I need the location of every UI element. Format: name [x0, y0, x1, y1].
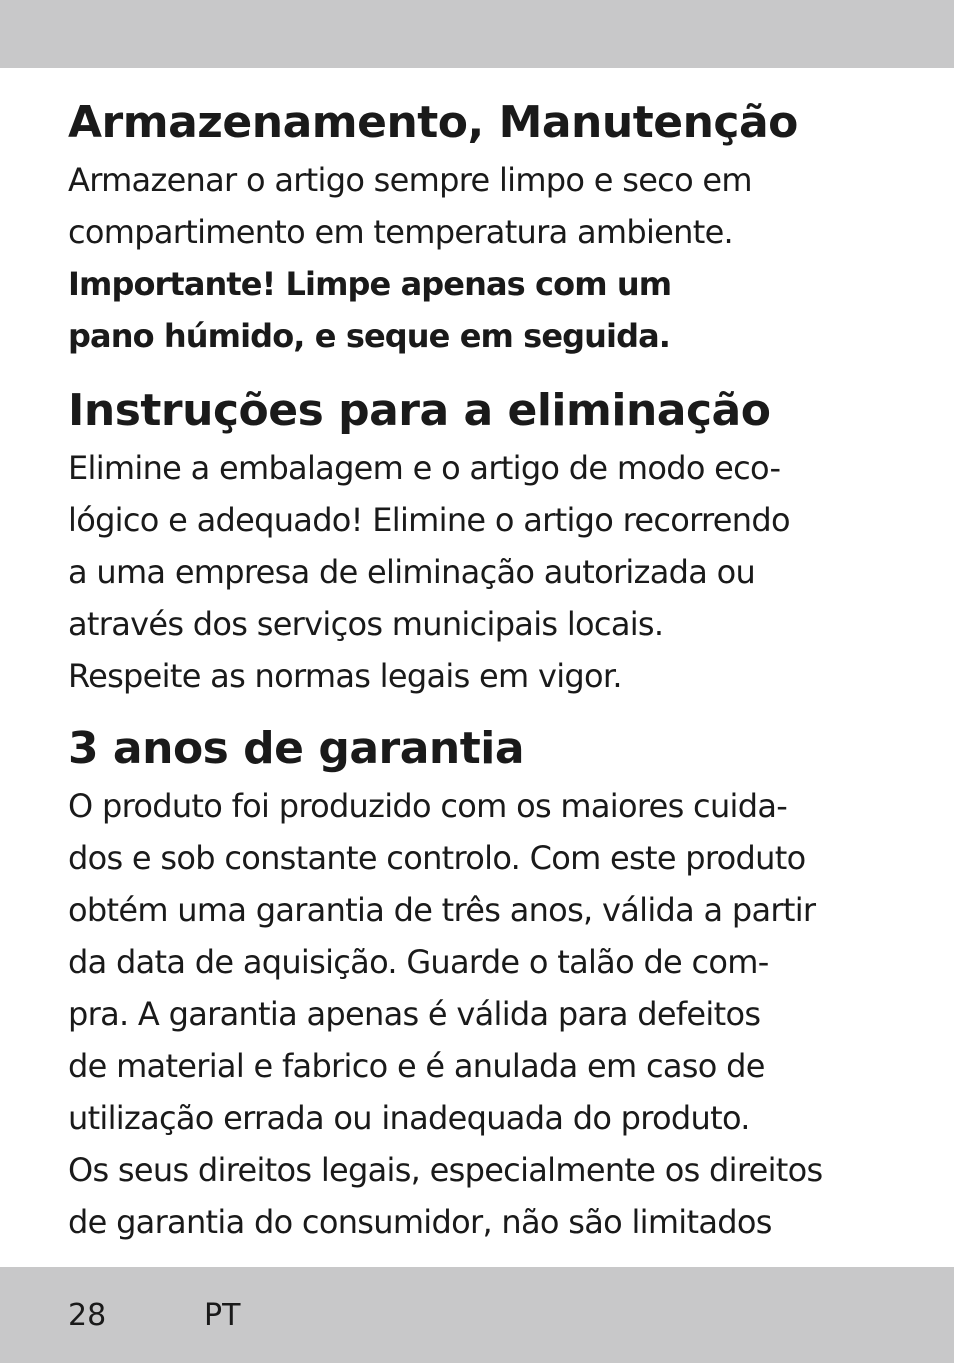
section-disposal [68, 380, 928, 702]
section-title: Instruções para a eliminação [68, 385, 771, 436]
section-title: Armazenamento, Manutenção [68, 97, 798, 148]
text-line: da data de aquisição. Guarde o talão de com- [68, 943, 769, 981]
text-line: através dos serviços municipais locais. [68, 605, 664, 643]
text-line: O produto foi produzido com os maiores cuida- [68, 787, 788, 825]
page-content [68, 92, 928, 1248]
text-line: a uma empresa de eliminação autorizada ou [68, 553, 756, 591]
section-storage-maintenance [68, 92, 928, 362]
section-warranty [68, 718, 928, 1248]
header-band [0, 0, 954, 68]
text-line: pra. A garantia apenas é válida para defeitos [68, 995, 761, 1033]
text-line: compartimento em temperatura ambiente. [68, 213, 734, 251]
text-line: dos e sob constante controlo. Com este produto [68, 839, 806, 877]
important-note [68, 258, 928, 362]
text-line: Respeite as normas legais em vigor. [68, 657, 622, 695]
section-title: 3 anos de garantia [68, 723, 525, 774]
language-code: PT [204, 1298, 241, 1333]
text-line: de garantia do consumidor, não são limitados [68, 1203, 772, 1241]
text-line: utilização errada ou inadequada do produto. [68, 1099, 750, 1137]
section-paragraph [68, 780, 928, 1248]
section-paragraph [68, 442, 928, 702]
text-line: Importante! Limpe apenas com um [68, 265, 672, 303]
text-line: Armazenar o artigo sempre limpo e seco em [68, 161, 752, 199]
text-line: Elimine a embalagem e o artigo de modo eco- [68, 449, 781, 487]
text-line: Os seus direitos legais, especialmente os direitos [68, 1151, 823, 1189]
page-number: 28 [68, 1298, 107, 1333]
text-line: pano húmido, e seque em seguida. [68, 317, 671, 355]
footer-band [0, 1267, 954, 1363]
text-line: de material e fabrico e é anulada em caso de [68, 1047, 765, 1085]
section-paragraph [68, 154, 928, 258]
text-line: lógico e adequado! Elimine o artigo recorrendo [68, 501, 790, 539]
text-line: obtém uma garantia de três anos, válida a partir [68, 891, 816, 929]
